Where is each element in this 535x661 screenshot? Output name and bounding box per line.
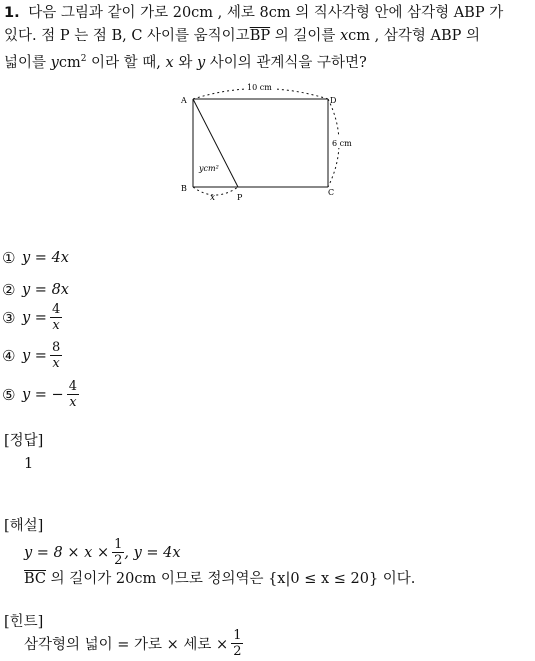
explanation-num: 1 xyxy=(114,537,123,552)
question-text-2c: cm , 삼각형 ABP 의 xyxy=(348,28,480,44)
question-text-2b: 의 길이를 xyxy=(270,28,340,44)
answer-label: [정답] xyxy=(4,433,44,449)
explanation-text-body: 의 길이가 20cm 이므로 정의역은 {x|0 ≤ x ≤ 20} 이다. xyxy=(46,571,416,587)
question-text-3b: 이라 할 때, xyxy=(86,54,166,71)
top-length-label: 10 cm xyxy=(247,83,272,92)
vertex-b: B xyxy=(181,184,187,193)
option-3-num: 4 xyxy=(51,302,61,317)
explanation-label: [해설] xyxy=(4,518,44,534)
option-5[interactable] xyxy=(2,379,79,410)
hint-den: 2 xyxy=(233,644,242,659)
vertex-a: A xyxy=(181,96,187,105)
segment-bp: $\overline{BP}$ xyxy=(249,28,271,44)
hint-fraction xyxy=(231,628,243,659)
option-4[interactable] xyxy=(2,340,62,371)
option-1[interactable] xyxy=(2,249,69,267)
exponent: 2 xyxy=(80,54,87,64)
var-x-2: x xyxy=(165,54,174,71)
vertex-d: D xyxy=(330,96,337,105)
explanation-fraction xyxy=(112,537,124,568)
vertex-p: P xyxy=(237,193,243,202)
hint-num: 1 xyxy=(233,628,242,643)
explanation-den: 2 xyxy=(114,553,123,568)
question-text-3c: 와 xyxy=(173,54,197,71)
hint-text-body: 삼각형의 넓이 = 가로 × 세로 × xyxy=(24,637,229,653)
explanation-text xyxy=(24,567,415,588)
question-number: 1. xyxy=(4,5,20,21)
answer-value: 1 xyxy=(24,456,34,472)
hint-text xyxy=(24,628,243,659)
vertex-c: C xyxy=(328,188,335,197)
segment-ap xyxy=(193,99,238,187)
bottom-var-label: x xyxy=(210,193,216,203)
var-y-2: y xyxy=(196,54,206,71)
option-3[interactable] xyxy=(2,302,62,333)
option-5-den: x xyxy=(69,395,77,410)
option-3-lhs: y = xyxy=(22,309,47,326)
segment-bc: $\overline{BC}$ xyxy=(24,571,47,587)
question-text-3d: 사이의 관계식을 구하면? xyxy=(205,54,367,71)
option-4-den: x xyxy=(52,356,60,371)
hint-label: [힌트] xyxy=(4,614,44,630)
option-4-mark: ④ xyxy=(2,346,16,365)
question-text-3a: 넓이를 xyxy=(4,54,51,71)
option-5-num: 4 xyxy=(68,379,77,394)
question-text-1: 다음 그림과 같이 가로 20cm , 세로 8cm 의 직사각형 안에 삼각형 ABP 가 xyxy=(28,5,504,21)
option-2[interactable] xyxy=(2,281,69,299)
unit-cm: cm xyxy=(58,54,81,71)
option-2-rhs: 8x xyxy=(51,282,69,298)
question-line-2 xyxy=(4,25,480,47)
option-3-den: x xyxy=(52,318,60,333)
option-4-num: 8 xyxy=(51,340,61,355)
option-4-lhs: y = xyxy=(22,347,47,364)
explanation-formula-b: , y = 4x xyxy=(124,544,181,561)
option-5-fraction xyxy=(67,379,79,410)
option-3-fraction xyxy=(50,302,62,333)
option-5-mark: ⑤ xyxy=(2,385,16,404)
option-5-lhs: y = − xyxy=(22,386,64,403)
question-line-1 xyxy=(4,2,503,24)
option-2-lhs: y = xyxy=(22,282,47,298)
option-4-fraction xyxy=(50,340,62,371)
rectangle-figure xyxy=(175,78,360,208)
explanation-formula-a: y = 8 × x × xyxy=(24,544,110,561)
area-label: ycm² xyxy=(199,164,219,173)
question-text-2a: 있다. 점 P 는 점 B, C 사이를 움직이고 xyxy=(4,28,250,44)
option-1-rhs: 4x xyxy=(51,250,69,266)
var-y: y xyxy=(50,54,59,71)
arc-bottom xyxy=(193,187,238,195)
var-x: x xyxy=(339,28,349,44)
option-1-mark: ① xyxy=(2,249,16,267)
option-1-lhs: y = xyxy=(22,250,47,266)
question-line-3 xyxy=(4,48,367,74)
option-2-mark: ② xyxy=(2,281,16,299)
right-length-label: 6 cm xyxy=(332,139,352,148)
explanation-formula xyxy=(24,537,181,568)
option-3-mark: ③ xyxy=(2,308,16,327)
